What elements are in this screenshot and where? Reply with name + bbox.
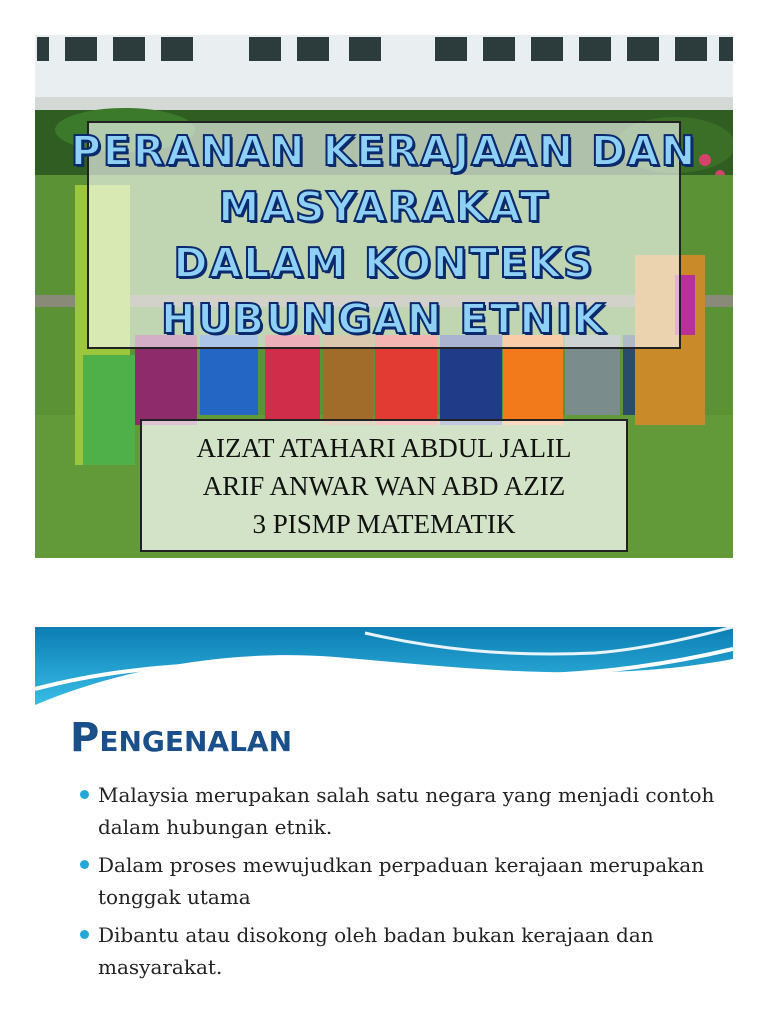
slide-title-line-4: HUBUNGAN ETNIK <box>161 295 607 343</box>
slide-title-line-3: DALAM KONTEKS <box>173 239 595 287</box>
bullet-item <box>80 849 720 913</box>
title-box <box>70 121 698 349</box>
bullet-icon <box>80 860 89 869</box>
bullet-item <box>80 779 720 843</box>
bullet-item <box>80 919 720 983</box>
author-box <box>140 419 628 552</box>
bullet-text: Malaysia merupakan salah satu negara yang menjadi contoh dalam hubungan etnik. <box>98 783 715 839</box>
header-wave <box>35 627 733 707</box>
slide-title-line-1: PERANAN KERAJAAN DAN <box>70 127 698 175</box>
slide-title-line-2: MASYARAKAT <box>218 183 550 231</box>
class-label: 3 PISMP MATEMATIK <box>252 508 516 539</box>
bullet-icon <box>80 930 89 939</box>
intro-slide <box>35 627 733 1024</box>
bullet-text: Dibantu atau disokong oleh badan bukan kerajaan dan masyarakat. <box>98 923 654 979</box>
bullet-list <box>80 779 720 989</box>
author-name-2: ARIF ANWAR WAN ABD AZIZ <box>202 470 566 501</box>
bullet-icon <box>80 790 89 799</box>
author-name-1: AIZAT ATAHARI ABDUL JALIL <box>196 432 572 463</box>
bullet-text: Dalam proses mewujudkan perpaduan kerajaan merupakan tonggak utama <box>98 853 705 909</box>
title-slide <box>35 35 733 558</box>
section-title: Pengenalan <box>70 715 293 761</box>
